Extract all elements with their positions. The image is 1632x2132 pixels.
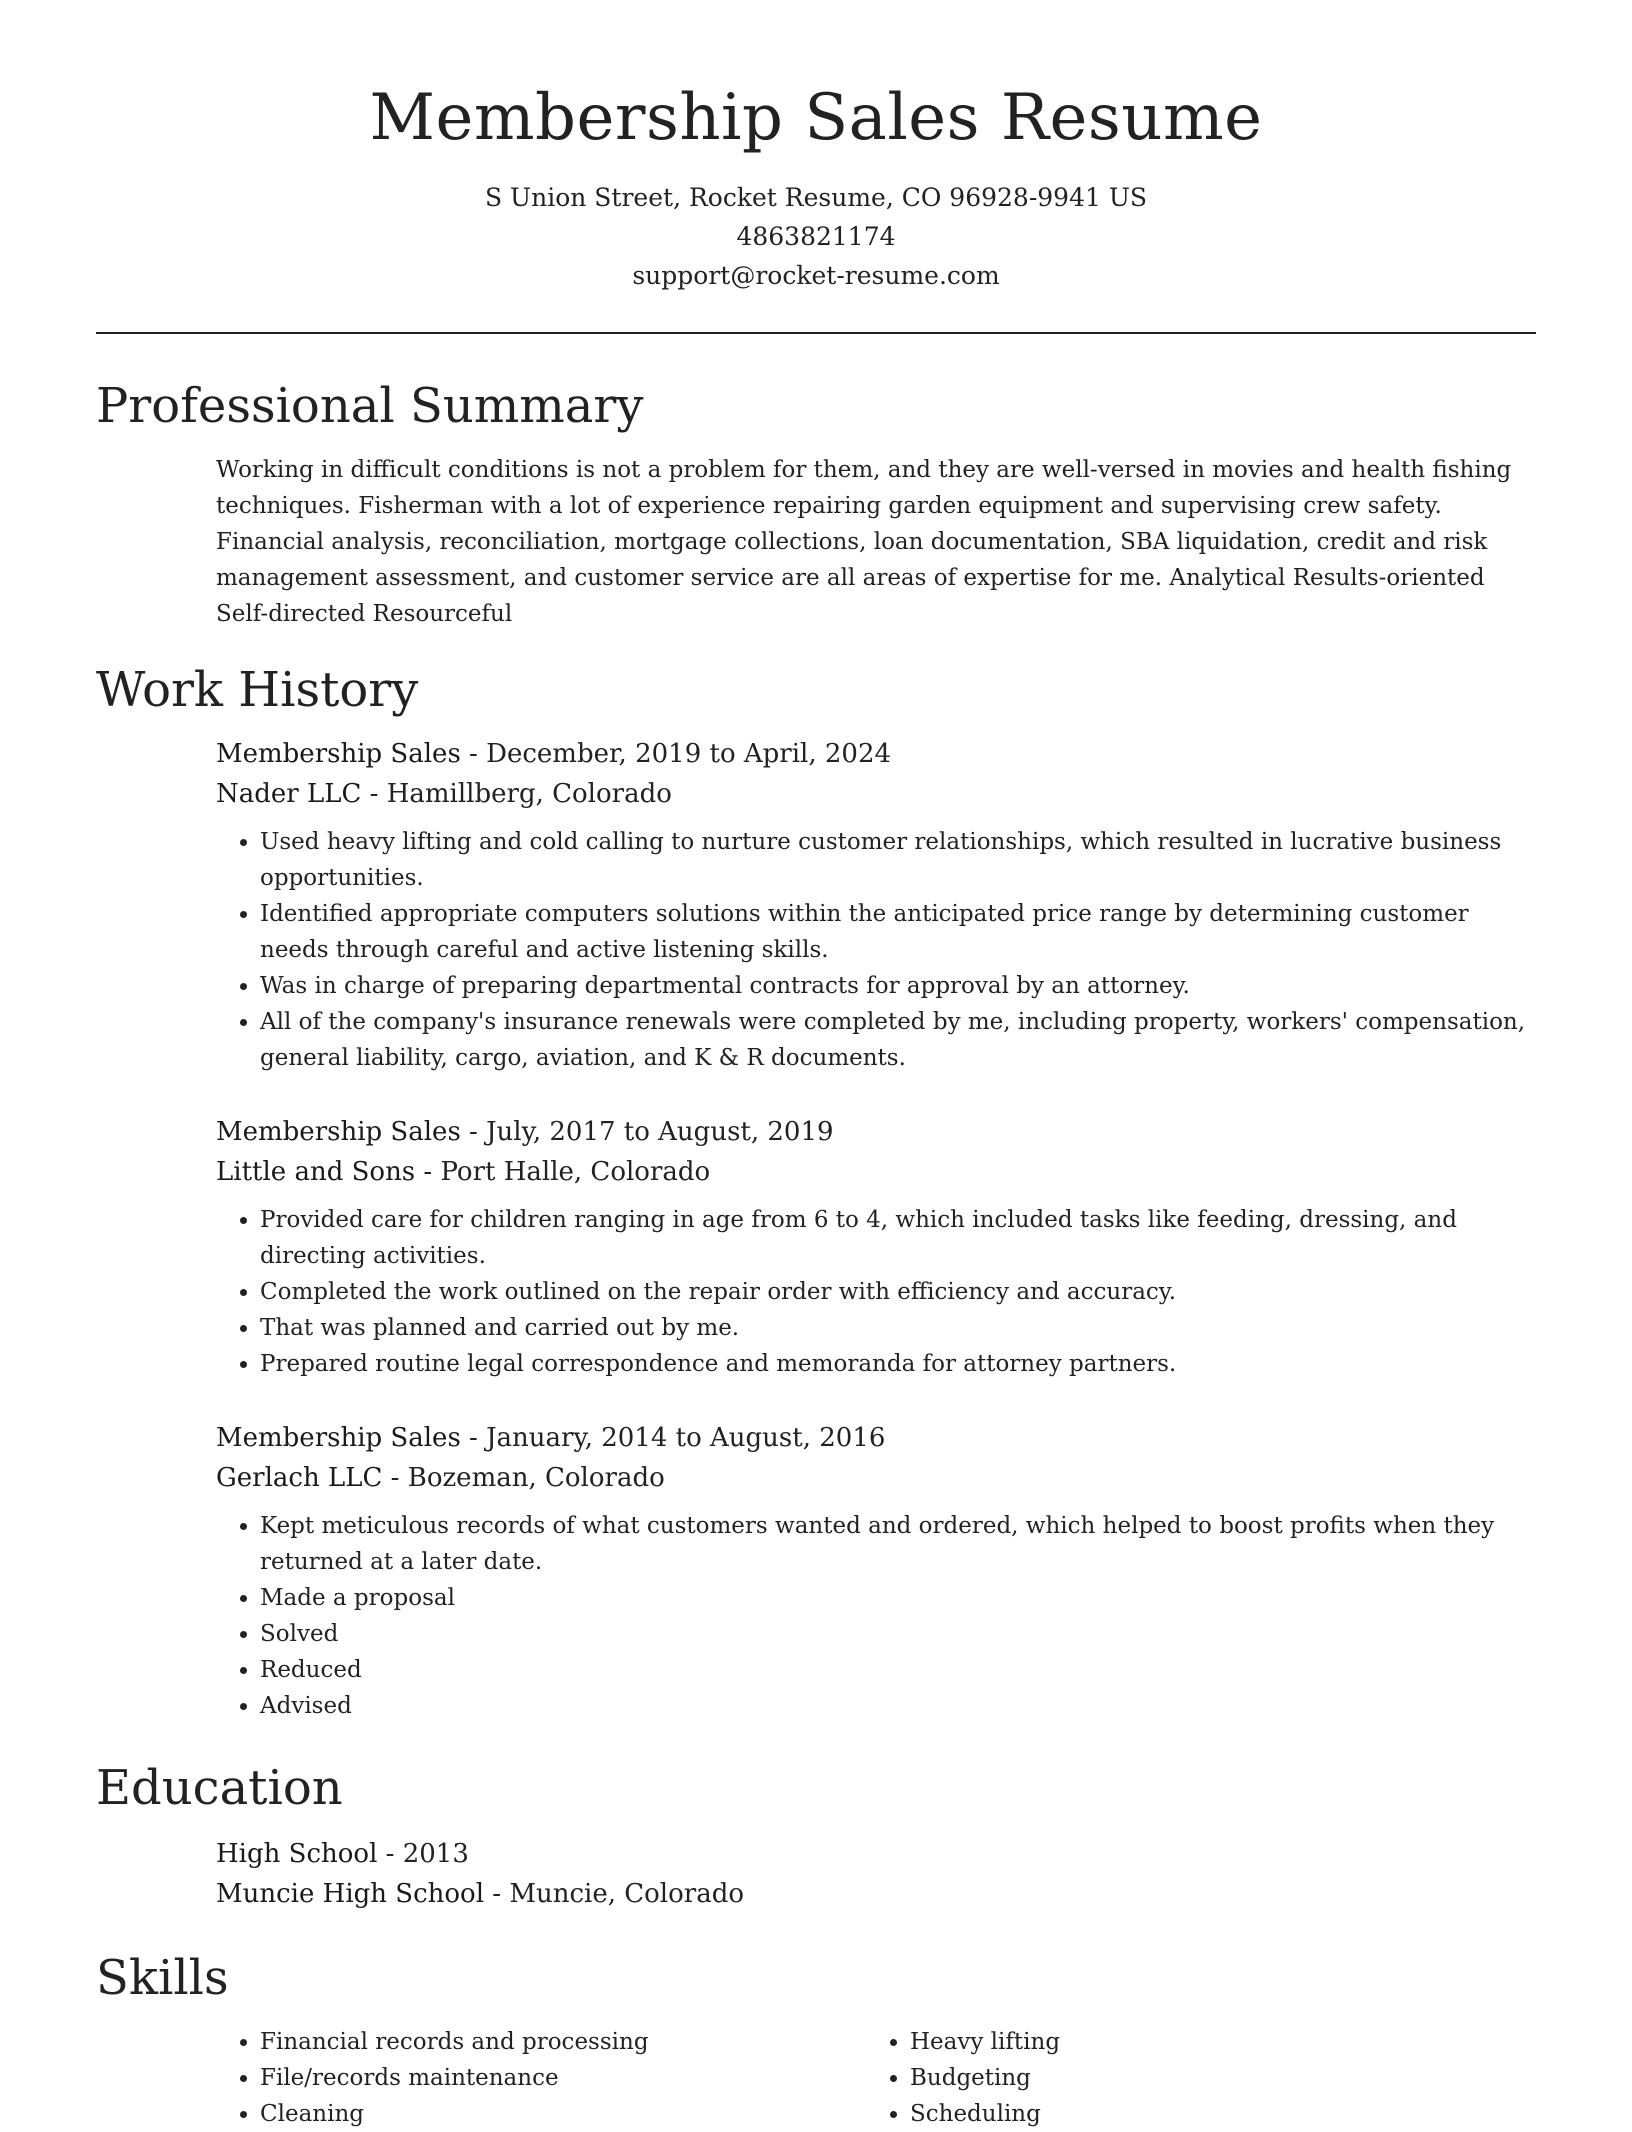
education-school: Muncie High School [216, 1879, 485, 1909]
education-degree-line [216, 1834, 1536, 1874]
education-degree: High School [216, 1839, 378, 1869]
job-dates: - January, 2014 to August, 2016 [460, 1423, 886, 1453]
skills-list [216, 2024, 1536, 2132]
list-item: • Was in charge of preparing departmental contracts for approval by an attorney. [260, 968, 1536, 1004]
job-bullets [216, 1202, 1536, 1382]
job-bullets [216, 824, 1536, 1076]
list-item: • Advised [260, 1688, 1536, 1724]
list-item: • Made a proposal [260, 1580, 1536, 1616]
list-item: • Reduced [260, 1652, 1536, 1688]
job-company: Little and Sons [216, 1157, 416, 1187]
section-title-summary: Professional Summary [96, 378, 644, 434]
job-role: Membership Sales [216, 1117, 461, 1147]
section-title-skills: Skills [96, 1950, 229, 2006]
resume-header [96, 0, 1536, 295]
summary-text: Working in difficult conditions is not a problem for them, and they are well-versed in movies and health fishing techniques. Fisherman with a lot of experience repairing garden equipment and supervising crew safety. Financial analysis, reconciliation, mortgage collections, loan documentation, SBA liquidation, credit and risk management assessment, and customer service are all areas of expertise for me. Analytical Results-oriented Self-directed Resourceful [216, 457, 1512, 627]
job-title-line [216, 1112, 1536, 1152]
list-item: • That was planned and carried out by me. [260, 1310, 1536, 1346]
job-title-line [216, 734, 1536, 774]
education-school-line [216, 1874, 1536, 1914]
job-company-line [216, 1458, 1536, 1498]
skills-column-right [866, 2024, 1516, 2132]
list-item: • Identified appropriate computers solutions within the anticipated price range by determining customer needs through careful and active listening skills. [260, 896, 1536, 968]
job-dates: - July, 2017 to August, 2019 [460, 1117, 834, 1147]
job-title-line [216, 1418, 1536, 1458]
section-title-education: Education [96, 1760, 343, 1816]
job-role: Membership Sales [216, 739, 461, 769]
skills-column-left [216, 2024, 866, 2132]
resume-title: Membership Sales Resume [369, 81, 1263, 155]
education-entry [216, 1834, 1536, 1914]
job-location: - Bozeman, Colorado [382, 1463, 665, 1493]
education-year: - 2013 [377, 1839, 469, 1869]
list-item: • Used heavy lifting and cold calling to nurture customer relationships, which resulted in lucrative business opportunities. [260, 824, 1536, 896]
job-dates: - December, 2019 to April, 2024 [460, 739, 892, 769]
job-company: Nader LLC [216, 779, 362, 809]
section-title-work-history: Work History [96, 662, 419, 718]
list-item: • Cleaning [260, 2096, 866, 2132]
list-item: • Heavy lifting [910, 2024, 1516, 2060]
list-item: • File/records maintenance [260, 2060, 866, 2096]
contact-email: support@rocket-resume.com [632, 261, 1000, 290]
contact-block [96, 178, 1536, 295]
job-company: Gerlach LLC [216, 1463, 383, 1493]
list-item: • Scheduling [910, 2096, 1516, 2132]
job-entry-2 [216, 1112, 1536, 1382]
job-company-line [216, 774, 1536, 814]
contact-address: S Union Street, Rocket Resume, CO 96928-9941 US [484, 183, 1148, 212]
job-role: Membership Sales [216, 1423, 461, 1453]
job-entry-1 [216, 734, 1536, 1076]
job-company-line [216, 1152, 1536, 1192]
header-divider [96, 332, 1536, 334]
job-location: - Hamillberg, Colorado [361, 779, 672, 809]
list-item: • Completed the work outlined on the repair order with efficiency and accuracy. [260, 1274, 1536, 1310]
list-item: • Solved [260, 1616, 1536, 1652]
list-item: • Budgeting [910, 2060, 1516, 2096]
list-item: • Prepared routine legal correspondence and memoranda for attorney partners. [260, 1346, 1536, 1382]
list-item: • Financial records and processing [260, 2024, 866, 2060]
list-item: • All of the company's insurance renewals were completed by me, including property, workers' compensation, general liability, cargo, aviation, and K & R documents. [260, 1004, 1536, 1076]
education-location: - Muncie, Colorado [484, 1879, 744, 1909]
job-bullets [216, 1508, 1536, 1724]
contact-phone: 4863821174 [736, 222, 896, 251]
list-item: • Provided care for children ranging in age from 6 to 4, which included tasks like feeding, dressing, and directing activities. [260, 1202, 1536, 1274]
job-location: - Port Halle, Colorado [415, 1157, 711, 1187]
list-item: • Kept meticulous records of what customers wanted and ordered, which helped to boost profits when they returned at a later date. [260, 1508, 1536, 1580]
job-entry-3 [216, 1418, 1536, 1724]
